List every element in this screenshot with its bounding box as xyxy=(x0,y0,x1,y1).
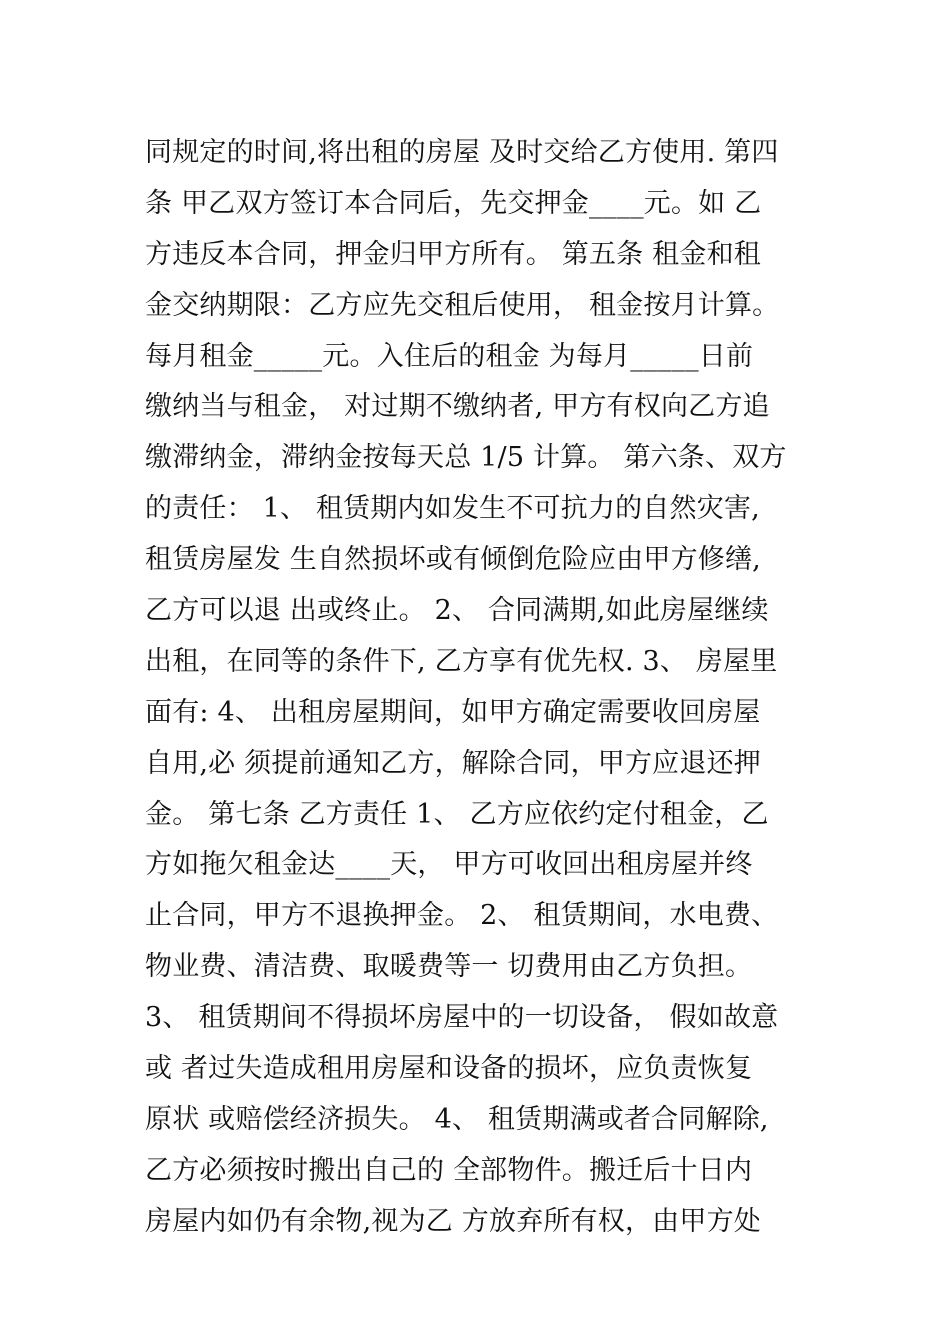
text-line: 乙方可以退 出或终止。 2、 合同满期,如此房屋继续 xyxy=(145,595,769,627)
text-line: 或 者过失造成租用房屋和设备的损坏，应负责恢复 xyxy=(145,1053,753,1085)
text-line: 面有: 4、 出租房屋期间，如甲方确定需要收回房屋 xyxy=(145,696,761,728)
text-line: 止合同，甲方不退换押金。 2、 租赁期间，水电费、 xyxy=(145,900,779,932)
contract-body-text xyxy=(145,128,845,1248)
text-line: 同规定的时间,将出租的房屋 及时交给乙方使用. 第四 xyxy=(145,137,779,168)
text-line: 乙方必须按时搬出自己的 全部物件。搬迁后十日内 xyxy=(145,1154,753,1186)
text-line: 金交纳期限：乙方应先交租后使用， 租金按月计算。 xyxy=(145,289,780,321)
text-line: 方违反本合同，押金归甲方所有。 第五条 租金和租 xyxy=(145,238,761,270)
text-line: 出租，在同等的条件下, 乙方享有优先权. 3、 房屋里 xyxy=(145,645,778,677)
text-line: 缴纳当与租金， 对过期不缴纳者, 甲方有权向乙方追 xyxy=(145,391,770,423)
text-line: 原状 或赔偿经济损失。 4、 租赁期满或者合同解除, xyxy=(145,1103,769,1135)
text-line: 金。 第七条 乙方责任 1、 乙方应依约定付租金，乙 xyxy=(145,798,769,830)
text-line: 自用,必 须提前通知乙方，解除合同，甲方应退还押 xyxy=(145,747,761,779)
text-line: 每月租金_____元。入住后的租金 为每月_____日前 xyxy=(145,340,754,372)
text-line: 物业费、清洁费、取暖费等一 切费用由乙方负担。 xyxy=(145,951,753,983)
text-line: 房屋内如仍有余物,视为乙 方放弃所有权，由甲方处 xyxy=(145,1205,761,1237)
text-line: 方如拖欠租金达____天， 甲方可收回出租房屋并终 xyxy=(145,849,753,881)
text-line: 条 甲乙双方签订本合同后，先交押金____元。如 乙 xyxy=(145,187,762,219)
text-line: 缴滞纳金，滞纳金按每天总 1/5 计算。 第六条、双方 xyxy=(145,442,787,474)
text-line: 3、 租赁期间不得损坏房屋中的一切设备， 假如故意 xyxy=(145,1002,779,1034)
text-line: 租赁房屋发 生自然损坏或有倾倒危险应由甲方修缮, xyxy=(145,544,761,576)
text-line: 的责任： 1、 租赁期内如发生不可抗力的自然灾害, xyxy=(145,493,760,525)
